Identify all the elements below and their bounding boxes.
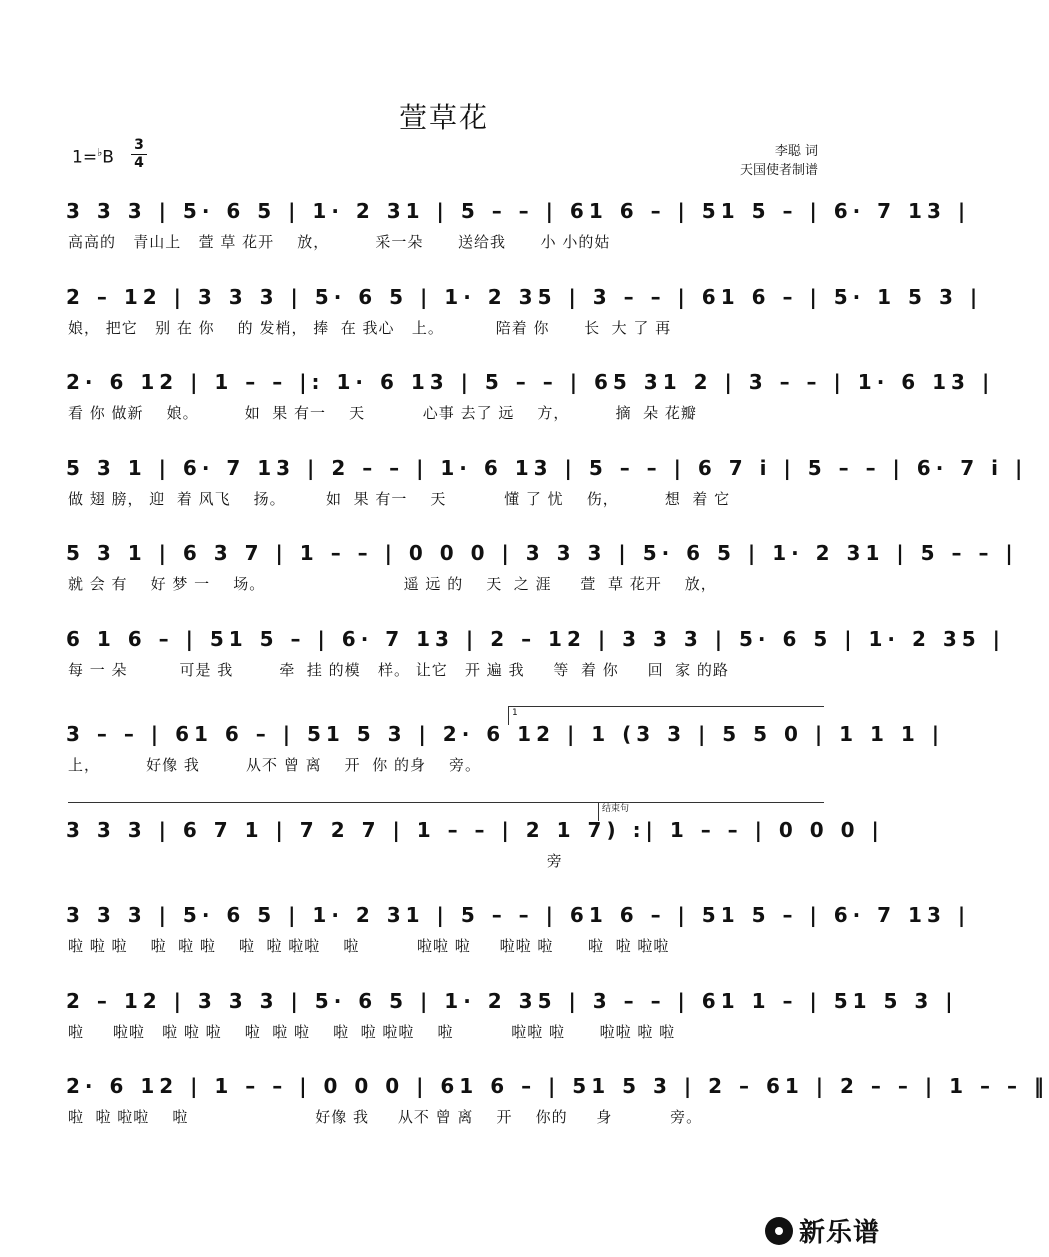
page-title: 萱草花 [398, 101, 489, 134]
notes-line: 3 3 3 | 6 7 1 | 7 2 7 | 1 – – | 2 1 7) :| 1 – – | 0 0 0 | [66, 818, 884, 842]
score-row [0, 367, 995, 457]
arranger-credit: 天国使者制谱 [739, 163, 818, 178]
key-note: B [102, 147, 114, 168]
time-signature [130, 137, 148, 172]
lyrics-line: 看 你 做新 娘。 如 果 有一 天 心事 去了 远 方， 摘 朵 花瓣 [68, 404, 697, 422]
lyrics-line: 每 一 朵 可是 我 牵 挂 的模 样。 让它 开 遍 我 等 着 你 回 家 的路 [68, 661, 729, 679]
lyrics-line: 旁 [68, 852, 563, 870]
watermark [765, 1212, 880, 1249]
notes-line: 6 1 6 – | 51 5 – | 6· 7 13 | 2 – 12 | 3 3 3 | 5· 6 5 | 1· 2 35 | [66, 627, 1005, 651]
meter-top: 3 [134, 137, 144, 153]
lyrics-line: 就 会 有 好 梦 一 场。 遥 远 的 天 之 涯 萱 草 花开 放， [68, 575, 717, 593]
score-row [0, 196, 971, 286]
notes-line: 2· 6 12 | 1 – – | 0 0 0 | 61 6 – | 51 5 3 | 2 – 61 | 2 – – | 1 – – ‖ [66, 1074, 1049, 1098]
notes-line: 5 3 1 | 6· 7 13 | 2 – – | 1· 6 13 | 5 – – | 6 7 i | 5 – – | 6· 7 i | [66, 456, 1028, 480]
lyrics-line: 上， 好像 我 从不 曾 离 开 你 的身 旁。 [68, 756, 482, 774]
score-row [0, 1071, 1049, 1161]
first-ending-bracket: 1 [508, 706, 824, 725]
notes-line: 5 3 1 | 6 3 7 | 1 – – | 0 0 0 | 3 3 3 | 5· 6 5 | 1· 2 31 | 5 – – | [66, 541, 1018, 565]
notes-line: 2· 6 12 | 1 – – |: 1· 6 13 | 5 – – | 65 31 2 | 3 – – | 1· 6 13 | [66, 370, 995, 394]
disc-icon [765, 1217, 793, 1245]
score-row [0, 719, 945, 809]
notes-line: 2 – 12 | 3 3 3 | 5· 6 5 | 1· 2 35 | 3 – – | 61 6 – | 5· 1 5 3 | [66, 285, 983, 309]
lyrics-line: 高高的 青山上 萱 草 花开 放， 采一朵 送给我 小 小的姑 [68, 233, 611, 251]
lyrics-line: 啦 啦 啦 啦 啦 啦 啦 啦 啦啦 啦 啦啦 啦 啦啦 啦 啦 啦 啦啦 [68, 937, 670, 955]
lyrics-line: 做 翅 膀， 迎 着 风飞 扬。 如 果 有一 天 懂 了 忧 伤， 想 着 它 [68, 490, 731, 508]
final-ending-bracket: 结束句 [598, 802, 824, 821]
flat-sign: ♭ [97, 146, 103, 159]
watermark-text: 新乐谱 [798, 1218, 880, 1248]
score-row [0, 624, 1005, 714]
score-row [0, 282, 983, 372]
notes-line: 3 3 3 | 5· 6 5 | 1· 2 31 | 5 – – | 61 6 – | 51 5 – | 6· 7 13 | [66, 903, 971, 927]
notes-line: 3 – – | 61 6 – | 51 5 3 | 2· 6 12 | 1 (3 3 | 5 5 0 | 1 1 1 | [66, 722, 945, 746]
notes-line: 2 – 12 | 3 3 3 | 5· 6 5 | 1· 2 35 | 3 – – | 61 1 – | 51 5 3 | [66, 989, 958, 1013]
score-row [0, 538, 1018, 628]
lyrics-line: 啦 啦啦 啦 啦 啦 啦 啦 啦 啦 啦 啦啦 啦 啦啦 啦 啦啦 啦 啦 [68, 1023, 676, 1041]
score-row [0, 986, 958, 1076]
score-row [0, 815, 888, 905]
score-row [0, 900, 971, 990]
key-prefix: 1= [72, 147, 98, 168]
notes-line: 3 3 3 | 5· 6 5 | 1· 2 31 | 5 – – | 61 6 – | 51 5 – | 6· 7 13 | [66, 199, 971, 223]
lyricist-credit: 李聪 词 [774, 144, 818, 159]
lyrics-line: 娘， 把它 别 在 你 的 发梢， 捧 在 我心 上。 陪着 你 长 大 了 再 [68, 319, 672, 337]
meter-bottom: 4 [134, 155, 144, 171]
lyrics-line: 啦 啦 啦啦 啦 好像 我 从不 曾 离 开 你的 身 旁。 [68, 1108, 703, 1126]
key-signature [72, 146, 114, 168]
score-row [0, 453, 1028, 543]
